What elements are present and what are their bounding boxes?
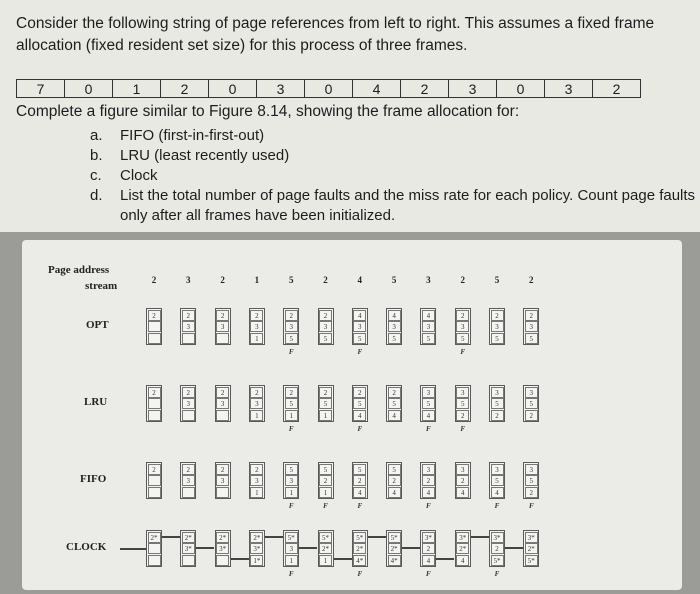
page-fault-mark: F	[288, 425, 294, 433]
item-text: FIFO (first-in-first-out)	[120, 127, 265, 144]
frame-slot	[182, 410, 195, 421]
frame-column	[420, 385, 436, 422]
frame-slot: 2*	[456, 543, 469, 554]
frame-slot: 3	[491, 321, 504, 332]
frame-slot: 5	[285, 398, 298, 409]
frame-slot	[182, 555, 195, 566]
reference-string-table	[16, 79, 641, 98]
frame-column	[489, 308, 505, 345]
frame-column	[523, 385, 539, 422]
clock-pointer-arrow	[505, 547, 523, 549]
clock-pointer-arrow	[402, 547, 420, 549]
clock-pointer-arrow	[436, 558, 454, 560]
frame-slot: 4	[422, 555, 435, 566]
frame-column	[318, 462, 334, 499]
page-fault-mark: F	[426, 502, 431, 510]
page-fault-mark: F	[288, 348, 294, 356]
page-fault-mark: F	[357, 425, 363, 433]
frame-slot: 3	[285, 475, 298, 486]
frame-column	[215, 530, 231, 567]
figure-8-14	[22, 240, 682, 590]
frame-column	[455, 385, 471, 422]
item-text: LRU (least recently used)	[120, 147, 290, 164]
clock-pointer-arrow	[120, 548, 146, 550]
frame-column	[455, 308, 471, 345]
reference-cell: 0	[497, 80, 545, 98]
frame-slot: 2*	[319, 543, 332, 554]
stream-value: 2	[323, 275, 328, 285]
frame-slot: 2	[422, 475, 435, 486]
frame-slot: 5	[319, 398, 332, 409]
frame-slot: 5	[491, 398, 504, 409]
frame-column	[420, 530, 436, 567]
frame-slot: 4	[456, 555, 469, 566]
reference-cell: 3	[257, 80, 305, 98]
frame-slot: 3*	[422, 532, 435, 543]
frame-slot: 3	[456, 387, 469, 398]
frame-slot: 2	[388, 475, 401, 486]
frame-slot: 1	[319, 555, 332, 566]
frame-column	[386, 462, 402, 499]
frame-slot	[216, 333, 229, 344]
frame-column	[455, 462, 471, 499]
frame-slot: 3	[491, 464, 504, 475]
frame-column	[283, 462, 299, 499]
frame-slot: 5	[285, 464, 298, 475]
policy-label: OPT	[86, 319, 109, 331]
frame-slot: 3	[525, 464, 538, 475]
frame-column	[386, 385, 402, 422]
stream-value: 4	[357, 275, 363, 285]
frame-column	[215, 462, 231, 499]
page-fault-mark: F	[288, 502, 294, 510]
task-list	[90, 126, 700, 226]
frame-slot	[148, 398, 161, 409]
reference-cell: 7	[17, 80, 65, 98]
page-fault-mark: F	[323, 502, 328, 510]
frame-slot: 2*	[353, 543, 366, 554]
frame-slot: 2	[182, 310, 195, 321]
frame-slot: 4	[422, 487, 435, 498]
frame-slot: 3	[525, 321, 538, 332]
frame-column	[420, 462, 436, 499]
frame-column	[523, 462, 539, 499]
reference-cell: 2	[161, 80, 209, 98]
page-fault-mark: F	[357, 348, 363, 356]
frame-slot	[148, 555, 161, 566]
frame-slot: 3*	[491, 532, 504, 543]
frame-slot: 4	[422, 310, 435, 321]
frame-slot: 5	[388, 464, 401, 475]
frame-slot: 3	[250, 321, 263, 332]
frame-slot: 3	[456, 464, 469, 475]
frame-slot: 2	[250, 387, 263, 398]
frame-slot: 2*	[216, 532, 229, 543]
frame-slot: 3	[250, 475, 263, 486]
policy-label: CLOCK	[66, 541, 107, 553]
clock-pointer-arrow	[368, 536, 386, 538]
frame-slot: 4*	[388, 555, 401, 566]
frame-slot: 2	[319, 387, 332, 398]
frame-slot: 1	[250, 333, 263, 344]
item-label: b.	[90, 147, 103, 164]
frame-slot: 4	[491, 487, 504, 498]
reference-cell: 2	[593, 80, 641, 98]
frame-column	[180, 462, 196, 499]
frame-slot: 5	[422, 333, 435, 344]
frame-slot: 2	[491, 543, 504, 554]
frame-slot: 4	[388, 310, 401, 321]
frame-slot: 3	[422, 387, 435, 398]
frame-slot: 5*	[319, 532, 332, 543]
frame-slot: 5	[353, 333, 366, 344]
frame-slot: 4	[353, 410, 366, 421]
reference-cell: 0	[209, 80, 257, 98]
clock-pointer-arrow	[299, 547, 317, 549]
page-fault-mark: F	[460, 425, 466, 433]
frame-slot: 2	[148, 387, 161, 398]
frame-column	[283, 308, 299, 345]
frame-slot: 5*	[491, 555, 504, 566]
frame-slot: 2	[182, 464, 195, 475]
frame-slot: 2	[525, 410, 538, 421]
reference-cell: 1	[113, 80, 161, 98]
page-fault-mark: F	[288, 570, 294, 578]
frame-column	[455, 530, 471, 567]
frame-slot: 3	[182, 475, 195, 486]
item-text: Clock	[120, 167, 158, 184]
frame-column	[249, 308, 265, 345]
frame-slot: 2	[182, 387, 195, 398]
frame-slot: 2	[491, 410, 504, 421]
page-fault-mark: F	[460, 348, 466, 356]
stream-value: 1	[254, 275, 260, 285]
frame-slot: 2	[148, 310, 161, 321]
policy-label: LRU	[84, 396, 108, 408]
frame-slot: 4	[388, 410, 401, 421]
policy-label: FIFO	[80, 473, 107, 485]
instruction: Complete a figure similar to Figure 8.14, showing the frame allocation for:	[16, 103, 520, 120]
stream-value: 5	[391, 275, 397, 285]
frame-slot: 4*	[353, 555, 366, 566]
frame-slot: 2	[388, 387, 401, 398]
page-fault-mark: F	[494, 502, 500, 510]
frame-slot: 2	[216, 310, 229, 321]
frame-slot: 5*	[285, 532, 298, 543]
frame-column	[489, 462, 505, 499]
stream-value: 5	[288, 275, 294, 285]
stream-value: 2	[529, 275, 534, 285]
frame-slot: 3	[216, 398, 229, 409]
frame-slot: 3	[216, 475, 229, 486]
frame-slot: 1	[319, 487, 332, 498]
item-label: a.	[90, 127, 103, 144]
frame-slot: 4	[456, 487, 469, 498]
list-item	[90, 186, 700, 226]
stream-value: 2	[460, 275, 465, 285]
item-label: c.	[90, 167, 102, 184]
frame-slot: 2	[422, 543, 435, 554]
frame-slot: 2	[250, 310, 263, 321]
frame-column	[318, 530, 334, 567]
frame-slot: 2	[525, 310, 538, 321]
intro-line-1: Consider the following string of page references from left to right. This assumes a fixed frame	[16, 15, 655, 32]
frame-slot: 3	[250, 398, 263, 409]
frame-column	[386, 308, 402, 345]
frame-column	[420, 308, 436, 345]
frame-slot: 1*	[250, 555, 263, 566]
frame-column	[523, 530, 539, 567]
frame-slot: 3	[182, 321, 195, 332]
frame-slot: 3	[319, 321, 332, 332]
stream-value: 3	[426, 275, 431, 285]
frame-column	[352, 308, 368, 345]
frame-slot: 2*	[250, 532, 263, 543]
frame-slot: 5	[456, 398, 469, 409]
reference-cell: 4	[353, 80, 401, 98]
frame-slot: 4	[422, 410, 435, 421]
frame-slot: 2	[285, 310, 298, 321]
stream-value: 3	[186, 275, 191, 285]
frame-slot: 5	[525, 333, 538, 344]
frame-slot: 5	[422, 398, 435, 409]
frame-slot: 1	[250, 410, 263, 421]
frame-slot: 3	[525, 387, 538, 398]
frame-column	[318, 308, 334, 345]
frame-slot: 2	[353, 387, 366, 398]
frame-slot: 2	[456, 310, 469, 321]
frame-slot	[216, 555, 229, 566]
frame-slot: 2*	[388, 543, 401, 554]
frame-slot	[182, 487, 195, 498]
frame-slot: 5	[353, 398, 366, 409]
frame-slot: 3*	[182, 543, 195, 554]
frame-slot: 2	[250, 464, 263, 475]
frame-slot: 2	[456, 475, 469, 486]
frame-slot	[148, 475, 161, 486]
frame-column	[146, 462, 162, 499]
frame-slot: 3	[456, 321, 469, 332]
page-fault-mark: F	[426, 570, 431, 578]
frame-slot	[148, 333, 161, 344]
frame-slot: 2*	[182, 532, 195, 543]
page-fault-mark: F	[357, 502, 363, 510]
frame-column	[215, 308, 231, 345]
stream-label-2: stream	[85, 280, 118, 292]
clock-pointer-arrow	[334, 558, 352, 560]
frame-slot: 1	[250, 487, 263, 498]
frame-column	[489, 385, 505, 422]
frame-slot: 3	[216, 321, 229, 332]
clock-pointer-arrow	[231, 558, 249, 560]
stream-value: 5	[494, 275, 500, 285]
frame-slot: 5*	[388, 532, 401, 543]
frame-slot: 1	[319, 410, 332, 421]
frame-column	[283, 385, 299, 422]
frame-slot: 3	[353, 321, 366, 332]
item-text: List the total number of page faults and the miss rate for each policy. Count page faults only after all frames have been initialized.	[120, 187, 696, 224]
list-item	[90, 146, 700, 166]
frame-slot: 4	[353, 487, 366, 498]
frame-column	[352, 462, 368, 499]
frame-slot: 5*	[525, 555, 538, 566]
frame-slot: 2	[148, 464, 161, 475]
frame-column	[523, 308, 539, 345]
frame-column	[180, 385, 196, 422]
frame-slot: 3	[491, 387, 504, 398]
frame-column	[180, 530, 196, 567]
frame-column	[352, 385, 368, 422]
frame-slot	[216, 487, 229, 498]
frame-slot: 2	[456, 410, 469, 421]
frame-slot: 3	[388, 321, 401, 332]
frame-slot: 2	[525, 487, 538, 498]
frame-slot: 5	[388, 398, 401, 409]
frame-column	[489, 530, 505, 567]
frame-slot: 1	[285, 487, 298, 498]
frame-column	[146, 385, 162, 422]
page-fault-mark: F	[426, 425, 431, 433]
frame-slot: 3*	[525, 532, 538, 543]
frame-slot: 5	[491, 475, 504, 486]
frame-slot: 3	[422, 321, 435, 332]
frame-slot: 3	[182, 398, 195, 409]
page-fault-mark: F	[357, 570, 363, 578]
frame-slot	[148, 410, 161, 421]
stream-value: 2	[220, 275, 225, 285]
reference-cell: 2	[401, 80, 449, 98]
frame-slot: 4	[388, 487, 401, 498]
frame-slot: 2*	[148, 532, 161, 543]
reference-cell: 3	[545, 80, 593, 98]
question-sheet	[0, 0, 700, 232]
frame-slot: 1	[285, 410, 298, 421]
stream-value: 2	[151, 275, 157, 285]
frame-column	[215, 385, 231, 422]
frame-slot: 5	[319, 333, 332, 344]
frame-slot: 5	[456, 333, 469, 344]
frame-slot: 3	[285, 321, 298, 332]
page-fault-mark: F	[494, 570, 500, 578]
frame-slot	[148, 543, 161, 554]
frame-slot: 5	[388, 333, 401, 344]
clock-pointer-arrow	[265, 536, 283, 538]
frame-slot: 2	[319, 310, 332, 321]
frame-slot: 5	[285, 333, 298, 344]
frame-slot: 2	[285, 387, 298, 398]
reference-cell: 0	[65, 80, 113, 98]
frame-slot: 2	[216, 387, 229, 398]
frame-slot: 3*	[216, 543, 229, 554]
frame-slot	[216, 410, 229, 421]
list-item	[90, 126, 700, 146]
frame-column	[180, 308, 196, 345]
frame-slot: 5	[491, 333, 504, 344]
frame-column	[146, 308, 162, 345]
frame-column	[249, 385, 265, 422]
frame-slot: 2	[319, 475, 332, 486]
stream-label: Page address	[48, 264, 110, 276]
frame-slot: 2	[353, 475, 366, 486]
frame-slot: 3*	[250, 543, 263, 554]
frame-slot	[148, 321, 161, 332]
frame-slot	[148, 487, 161, 498]
clock-pointer-arrow	[162, 536, 180, 538]
frame-column	[386, 530, 402, 567]
frame-slot: 5*	[353, 532, 366, 543]
frame-column	[146, 530, 162, 567]
frame-slot: 2	[491, 310, 504, 321]
reference-cell: 3	[449, 80, 497, 98]
frame-slot: 4	[353, 310, 366, 321]
frame-column	[249, 462, 265, 499]
item-label: d.	[90, 187, 103, 204]
frame-slot: 3	[285, 543, 298, 554]
clock-pointer-arrow	[471, 536, 489, 538]
frame-slot	[182, 333, 195, 344]
frame-slot: 5	[353, 464, 366, 475]
frame-column	[283, 530, 299, 567]
intro-line-2: allocation (fixed resident set size) for this process of three frames.	[16, 37, 468, 54]
frame-slot: 5	[525, 475, 538, 486]
frame-slot: 1	[285, 555, 298, 566]
list-item	[90, 166, 700, 186]
page-fault-mark: F	[528, 502, 534, 510]
frame-slot: 5	[319, 464, 332, 475]
frame-slot: 2*	[525, 543, 538, 554]
frame-slot: 2	[216, 464, 229, 475]
reference-cell: 0	[305, 80, 353, 98]
frame-column	[352, 530, 368, 567]
frame-slot: 3	[422, 464, 435, 475]
frame-slot: 5	[525, 398, 538, 409]
clock-pointer-arrow	[196, 547, 214, 549]
frame-column	[249, 530, 265, 567]
frame-column	[318, 385, 334, 422]
frame-slot: 3*	[456, 532, 469, 543]
